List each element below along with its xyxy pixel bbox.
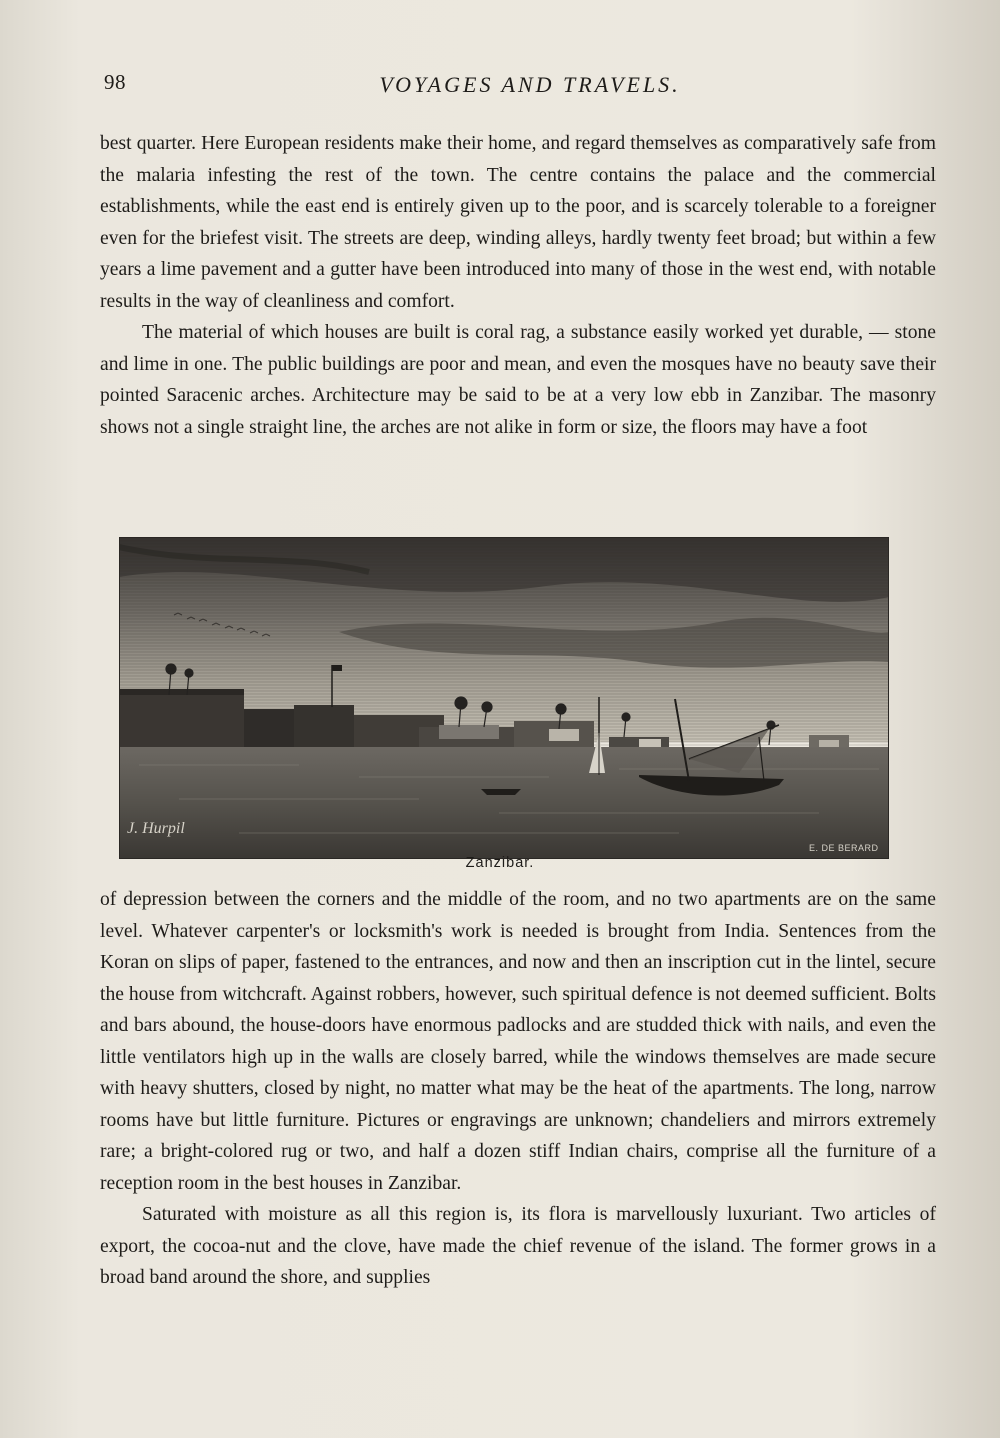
- running-title: VOYAGES AND TRAVELS.: [379, 72, 681, 97]
- engraver-signature-right: E. DE BERARD: [809, 843, 879, 853]
- body-text-top: [100, 128, 936, 443]
- body-text-bottom: [100, 884, 936, 1294]
- figure-caption: Zanzibar.: [465, 855, 535, 871]
- engraving-zanzibar: [119, 537, 889, 859]
- paragraph: Saturated with moisture as all this region is, its flora is marvellously luxuriant. Two articles of export, the cocoa-nut and the clove, have made the chief revenue of the island. The former grows in a broad band around the shore, and supplies: [100, 1204, 936, 1288]
- water: [119, 747, 889, 859]
- paragraph: The material of which houses are built is coral rag, a substance easily worked yet durable, — stone and lime in one. The public buildings are poor and mean, and even the mosques have no beauty save their pointed Saracenic arches. Architecture may be said to be at a very low ebb in Zanzibar. The masonry shows not a single straight line, the arches are not alike in form or size, the floors may have a foot: [100, 322, 936, 438]
- paragraph: best quarter. Here European residents make their home, and regard themselves as comparatively safe from the malaria infesting the rest of the town. The centre contains the palace and the commercial establishments, while the east end is entirely given up to the poor, and is scarcely tolerable to a foreigner even for the briefest visit. The streets are deep, winding alleys, hardly twenty feet broad; but within a few years a lime pavement and a gutter have been introduced into many of those in the west end, with notable results in the way of cleanliness and comfort.: [100, 133, 936, 312]
- rowboat: [481, 789, 521, 795]
- paragraph: of depression between the corners and the middle of the room, and no two apartments are on the same level. Whatever carpenter's or locksmith's work is needed is brought from India. Sentences from the Koran on slips of paper, fastened to the entrances, and now and then an inscription cut in the lintel, secure the house from witchcraft. Against robbers, however, such spiritual defence is not deemed sufficient. Bolts and bars abound, the house-doors have enormous padlocks and are studded thick with nails, and even the little ventilators high up in the walls are closely barred, while the windows themselves are made secure with heavy shutters, closed by night, no matter what may be the heat of the apartments. The long, narrow rooms have but little furniture. Pictures or engravings are unknown; chandeliers and mirrors extremely rare; a bright-colored rug or two, and half a dozen stiff Indian chairs, comprise all the furniture of a reception room in the best houses in Zanzibar.: [100, 889, 936, 1194]
- page-header: [0, 70, 1000, 104]
- page-number: 98: [104, 70, 126, 94]
- engraver-signature-left: J. Hurpil: [127, 820, 185, 837]
